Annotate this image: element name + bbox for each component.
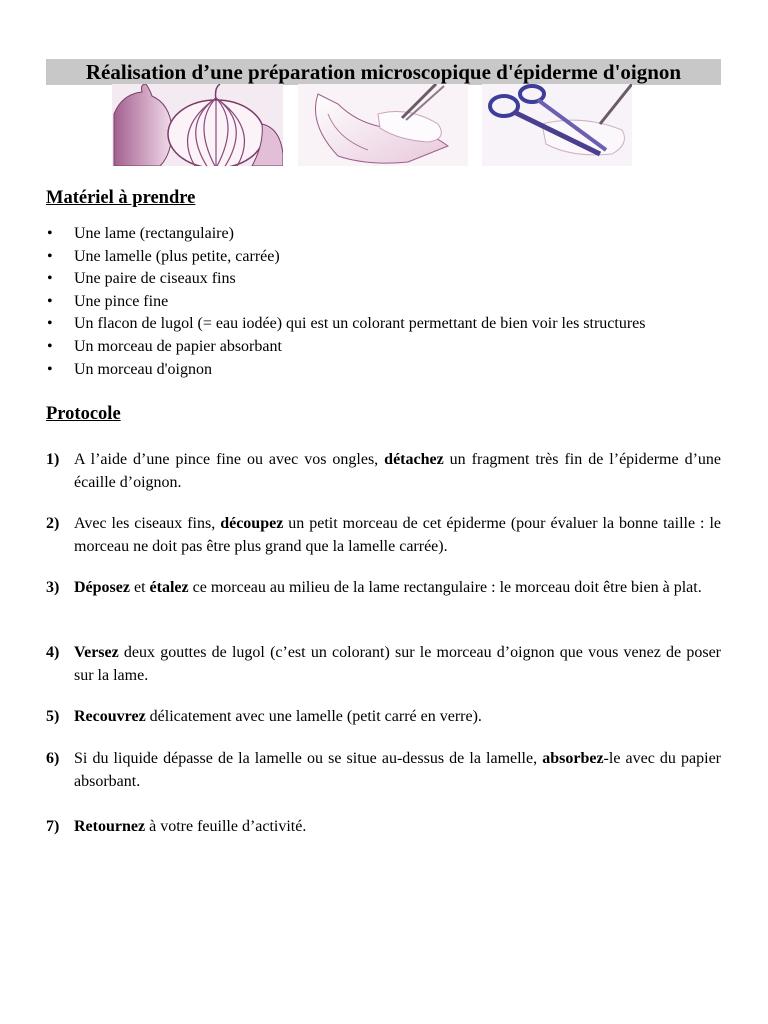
list-item: • Une lamelle (plus petite, carrée)	[46, 246, 736, 269]
materiel-heading: Matériel à prendre	[46, 188, 196, 208]
protocol-step: 5) Recouvrez délicatement avec une lamelle (petit carré en verre).	[46, 706, 721, 729]
bullet-icon: •	[47, 360, 53, 378]
bullet-icon: •	[47, 292, 53, 310]
list-item: • Un flacon de lugol (= eau iodée) qui est un colorant permettant de bien voir les structures	[46, 313, 736, 336]
protocole-heading: Protocole	[46, 404, 121, 424]
bullet-icon: •	[47, 337, 53, 355]
bullet-icon: •	[47, 225, 53, 242]
forceps-peeling-epidermis-illustration	[298, 84, 468, 166]
scissors-cutting-epidermis-illustration	[482, 84, 632, 166]
step-number: 7)	[46, 818, 60, 835]
list-item: • Un morceau d'oignon	[46, 359, 736, 382]
list-item: • Une paire de ciseaux fins	[46, 268, 736, 291]
protocol-step: 4) Versez deux gouttes de lugol (c’est un colorant) sur le morceau d’oignon que vous venez de poser sur la lame.	[46, 644, 721, 684]
step-number: 4)	[46, 644, 60, 661]
step-number: 6)	[46, 750, 60, 767]
onion-halves-illustration	[112, 84, 283, 166]
bullet-icon: •	[47, 270, 53, 288]
page-title: Réalisation d’une préparation microscopique d'épiderme d'oignon	[46, 59, 721, 85]
bullet-icon: •	[47, 315, 53, 333]
step-number: 3)	[46, 579, 60, 596]
protocol-step: 7) Retournez à votre feuille d’activité.	[46, 816, 721, 839]
protocol-step: 3) Déposez et étalez ce morceau au milieu de la lame rectangulaire : le morceau doit être bien à plat.	[46, 577, 721, 600]
step-number: 2)	[46, 515, 60, 532]
list-item: • Un morceau de papier absorbant	[46, 336, 736, 359]
materiel-list	[46, 223, 736, 381]
list-item: • Une pince fine	[46, 291, 736, 314]
step-number: 5)	[46, 708, 60, 725]
list-item: • Une lame (rectangulaire)	[46, 223, 736, 246]
protocol-step: 6) Si du liquide dépasse de la lamelle ou se situe au-dessus de la lamelle, absorbez-le avec du papier absorbant.	[46, 750, 722, 790]
bullet-icon: •	[47, 247, 53, 265]
step-number: 1)	[46, 451, 60, 468]
protocol-step: 1) A l’aide d’une pince fine ou avec vos ongles, détachez un fragment très fin de l’épiderme d’une écaille d’oignon.	[46, 451, 722, 491]
protocol-step: 2) Avec les ciseaux fins, découpez un petit morceau de cet épiderme (pour évaluer la bonne taille : le morceau ne doit pas être plus grand que la lamelle carrée).	[46, 515, 721, 555]
